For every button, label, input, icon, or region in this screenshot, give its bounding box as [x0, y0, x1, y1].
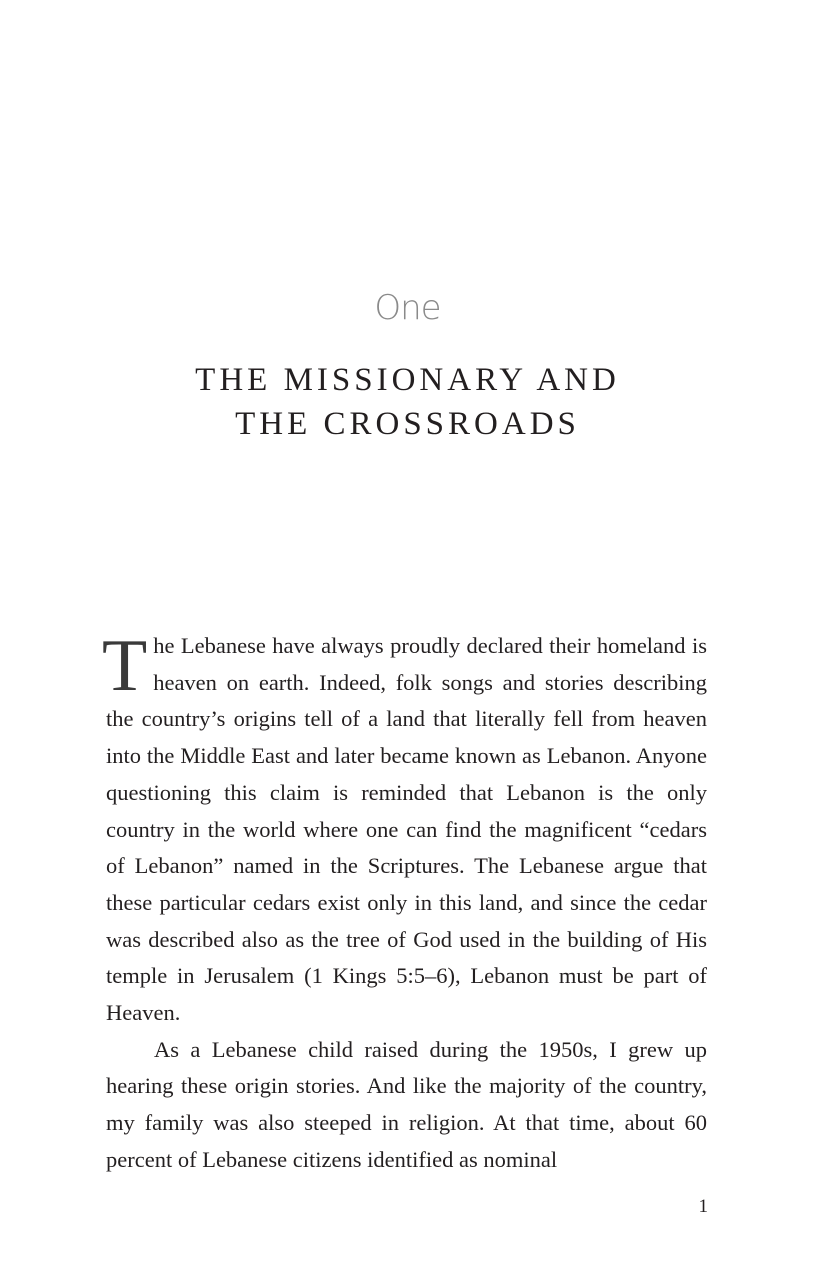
chapter-number: One — [374, 288, 441, 328]
chapter-title-line-2: THE CROSSROADS — [235, 406, 580, 442]
chapter-title — [0, 358, 815, 446]
paragraph-1 — [102, 625, 707, 1032]
drop-cap: T — [102, 625, 148, 707]
chapter-title-line-1: THE MISSIONARY AND — [195, 362, 620, 398]
page-number: 1 — [698, 1196, 708, 1217]
body-text — [102, 625, 707, 1179]
paragraph-1-text: he Lebanese have always proudly declared their homeland is heaven on earth. Indeed, folk songs and stories describing the country’s origins tell of a land that literally fell from heaven into the Middle East and later became known as Lebanon. Anyone questioning this claim is reminded that Lebanon is the only country in the world where one can find the magnificent “cedars of Lebanon” named in the Scriptures. The Lebanese argue that these particular cedars exist only in this land, and since the cedar was described also as the tree of God used in the building of His temple in Jerusalem (1 Kings 5:5–6), Lebanon must be part of Heaven. — [106, 633, 707, 1026]
paragraph-2: As a Lebanese child raised during the 1950s, I grew up hearing these origin stories. And like the majority of the country, my family was also steeped in religion. At that time, about 60 percent of Lebanese citizens identified as nominal — [106, 1036, 707, 1172]
